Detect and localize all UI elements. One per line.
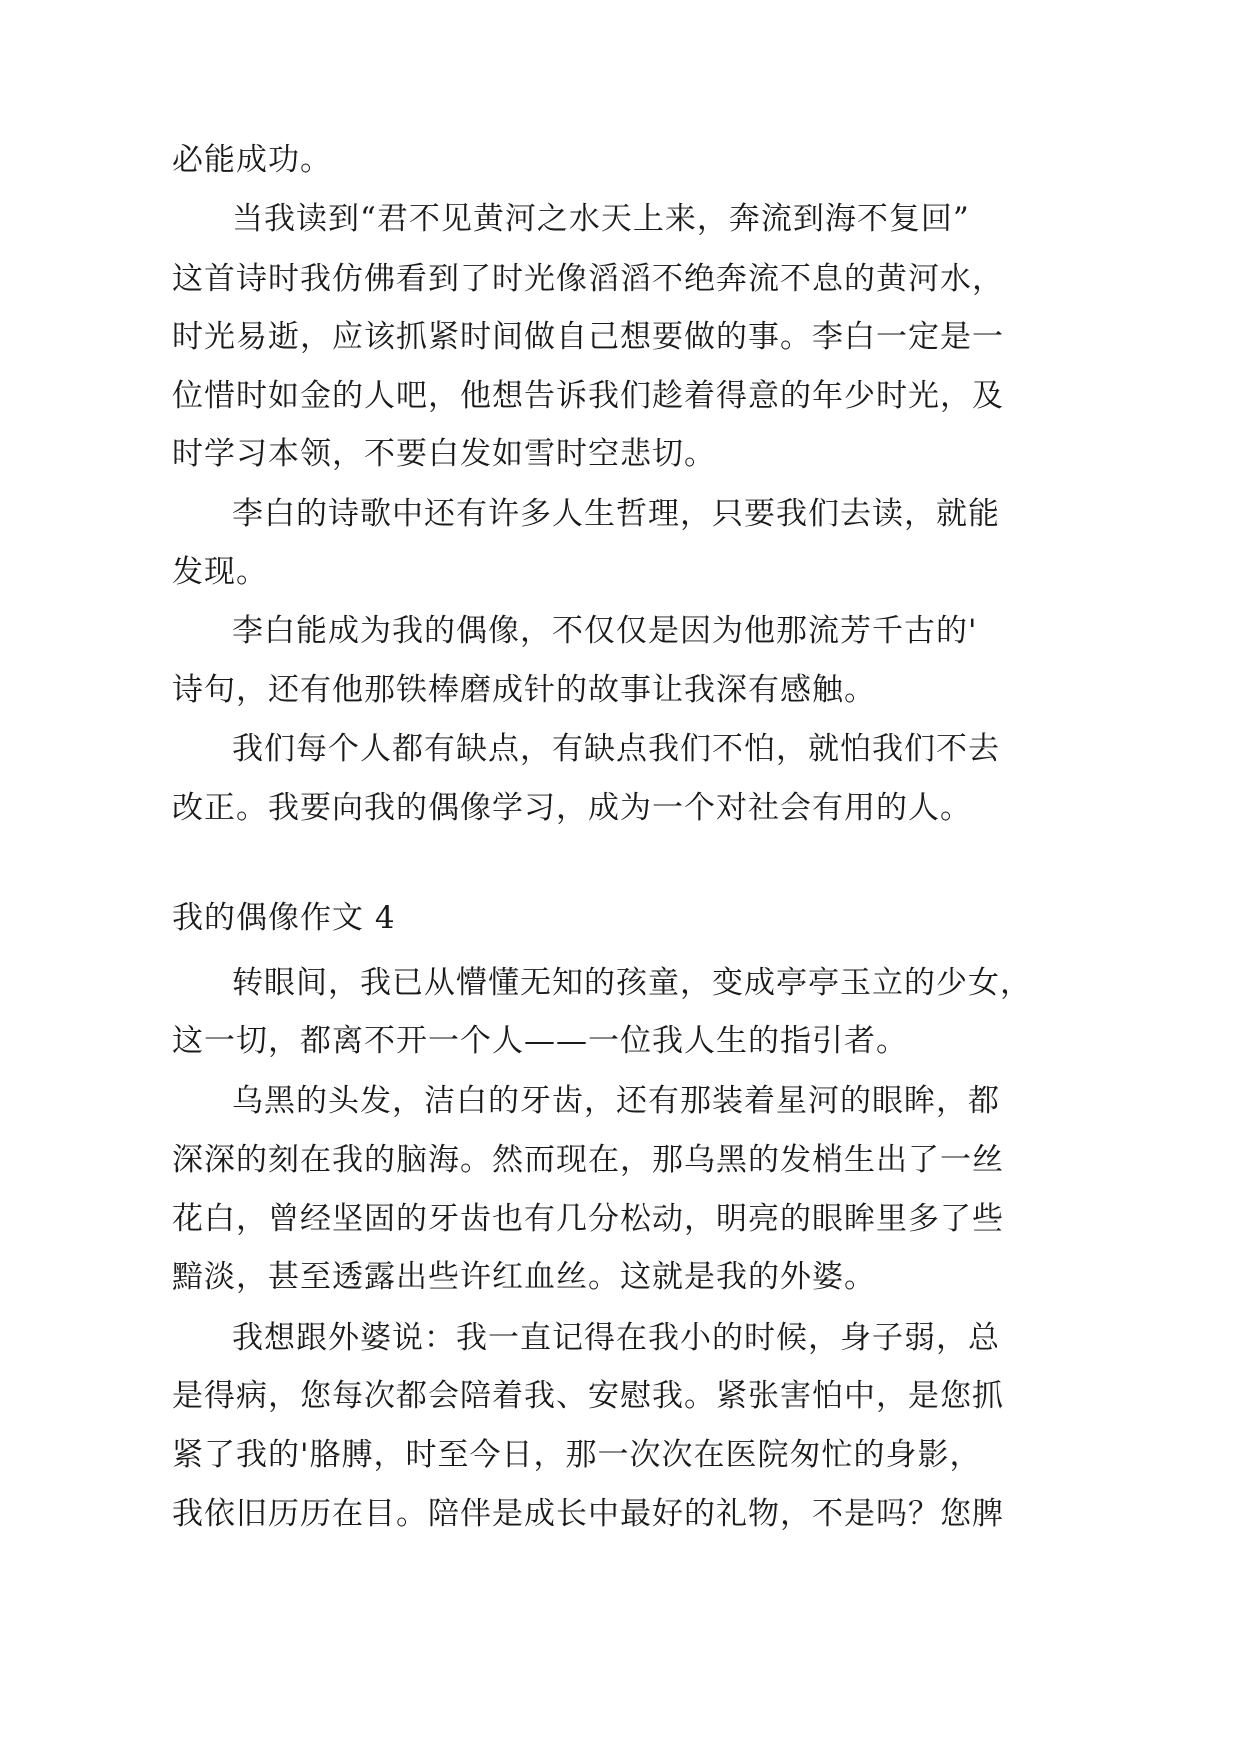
text-line: 深深的刻在我的脑海。然而现在，那乌黑的发梢生出了一丝 [172, 1142, 1004, 1178]
text-line: 必能成功。 [172, 142, 332, 178]
text-line: 诗句，还有他那铁棒磨成针的故事让我深有感触。 [172, 672, 876, 708]
text-line: 我想跟外婆说：我一直记得在我小的时候，身子弱，总 [232, 1320, 1000, 1356]
text-line: 乌黑的头发，洁白的牙齿，还有那装着星河的眼眸，都 [232, 1083, 1000, 1119]
text-line: 黯淡，甚至透露出些许红血丝。这就是我的外婆。 [172, 1259, 876, 1295]
text-line: 李白能成为我的偶像，不仅仅是因为他那流芳千古的' [232, 613, 978, 649]
section-heading: 我的偶像作文 4 [172, 900, 396, 936]
text-line: 是得病，您每次都会陪着我、安慰我。紧张害怕中，是您抓 [172, 1378, 1004, 1414]
text-line: 位惜时如金的人吧，他想告诉我们趁着得意的年少时光，及 [172, 378, 1004, 414]
text-line: 发现。 [172, 554, 268, 590]
text-line: 时光易逝，应该抓紧时间做自己想要做的事。李白一定是一 [172, 319, 1004, 355]
text-line: 紧了我的'胳膊，时至今日，那一次次在医院匆忙的身影， [172, 1437, 982, 1473]
text-line: 李白的诗歌中还有许多人生哲理，只要我们去读，就能 [232, 496, 1000, 532]
text-line: 这首诗时我仿佛看到了时光像滔滔不绝奔流不息的黄河水， [172, 261, 1004, 297]
text-line: 这一切，都离不开一个人——一位我人生的指引者。 [172, 1023, 908, 1059]
text-line: 我依旧历历在目。陪伴是成长中最好的礼物，不是吗？您脾 [172, 1496, 1004, 1532]
text-line: 转眼间，我已从懵懂无知的孩童，变成亭亭玉立的少女， [232, 965, 1032, 1001]
text-line: 当我读到“君不见黄河之水天上来，奔流到海不复回” [232, 201, 970, 237]
text-line: 时学习本领，不要白发如雪时空悲切。 [172, 436, 716, 472]
text-line: 花白，曾经坚固的牙齿也有几分松动，明亮的眼眸里多了些 [172, 1201, 1004, 1237]
text-line: 改正。我要向我的偶像学习，成为一个对社会有用的人。 [172, 790, 972, 826]
text-line: 我们每个人都有缺点，有缺点我们不怕，就怕我们不去 [232, 731, 1000, 767]
